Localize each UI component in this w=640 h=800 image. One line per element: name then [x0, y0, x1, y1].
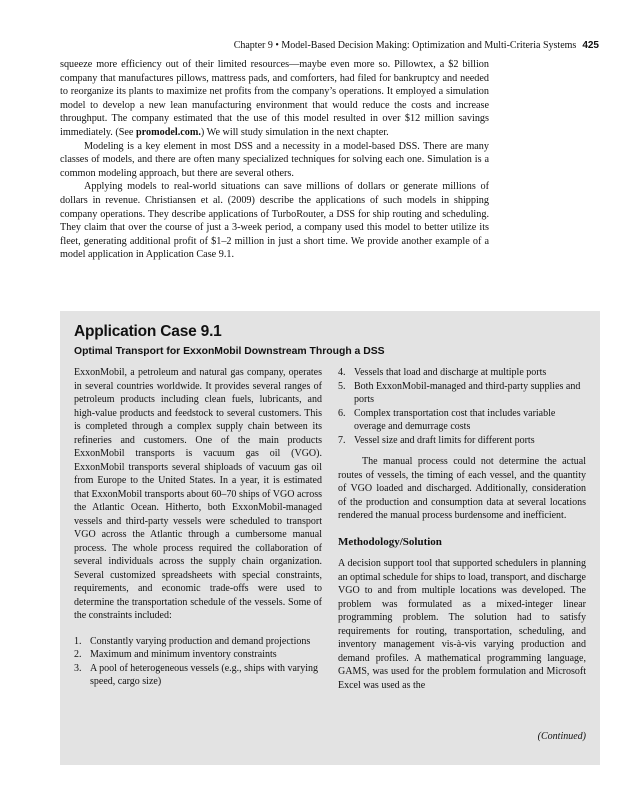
intro-paragraph-1 [60, 58, 489, 140]
list-item [338, 407, 586, 434]
case-intro-paragraph: ExxonMobil, a petroleum and natural gas company, operates in several countries worldwide. It provides several ranges of petroleum products including clean fuels, lubricants, and high-value products and feedstock to several customers. This is completed through a complex supply chain between its refineries and customers. One of the main products ExxonMobil transports is vacuum gas oil (VGO). ExxonMobil transports several shiploads of vacuum gas oil from Europe to the United States. In a year, it is estimated that ExxonMobil transports about 60–70 ships of VGO across the Atlantic Ocean. Hitherto, both ExxonMobil-managed vessels and third-party vessels were scheduled to transport VGO across the Atlantic through a cumbersome manual process. The whole process required the collaboration of several individuals across the supply chain organization. Several customized spreadsheets with special constraints, requirements, and economic trade-offs were used to determine the transportation schedule of the vessels. Some of the constraints included: [74, 367, 322, 621]
methodology-paragraph: A decision support tool that supported schedulers in planning an optimal schedule for ships to load, transport, and discharge VGO to and from multiple locations was developed. The problem was formulated as a mixed-integer linear programming problem. The solution had to satisfy requirements for routing, transportation, scheduling, and inventory management vis-à-vis varying production and demand profiles. A mathematical programming language, GAMS, was used for the problem formulation and Microsoft Excel was used as the [338, 558, 586, 691]
list-text: Vessels that load and discharge at multiple ports [354, 367, 547, 378]
case-title: Application Case 9.1 [74, 323, 222, 340]
manual-process-paragraph: The manual process could not determine the actual routes of vessels, the timing of each vessel, and the quantity of VGO loaded and discharged. Additionally, consideration of the production and consumption data at several locations rendered the manual process burdensome and inefficient. [338, 456, 586, 521]
list-text: Both ExxonMobil-managed and third-party supplies and ports [354, 380, 581, 405]
list-item [338, 434, 586, 448]
list-item [74, 648, 322, 662]
constraints-list-left [74, 635, 322, 689]
list-text: A pool of heterogeneous vessels (e.g., ships with varying speed, cargo size) [90, 662, 319, 687]
section-heading: Methodology/Solution [338, 535, 442, 548]
case-left-column [74, 366, 322, 689]
list-number: 7. [338, 434, 346, 446]
list-number: 1. [74, 635, 82, 647]
list-item [74, 662, 322, 689]
case-subtitle: Optimal Transport for ExxonMobil Downstream Through a DSS [74, 346, 385, 357]
list-number: 4. [338, 367, 346, 378]
intro-paragraph-2: Modeling is a key element in most DSS and a necessity in a model-based DSS. There are many classes of models, and there are often many specialized techniques for solving each one. Simulation is a common modeling approach, but there are several others. [60, 140, 489, 179]
list-number: 2. [74, 649, 82, 660]
list-text: Vessel size and draft limits for different ports [354, 434, 535, 446]
page-number: 425 [582, 40, 599, 51]
running-header [60, 40, 599, 51]
list-text: Complex transportation cost that includes variable overage and demurrage costs [354, 407, 556, 432]
list-text: Maximum and minimum inventory constraints [90, 649, 277, 660]
intro-paragraph-3: Applying models to real-world situations can save millions of dollars or generate millions of dollars in revenue. Christiansen et al. (2009) describe the applications of such models in shipping company operations. They describe applications of TurboRouter, a DSS for ship routing and scheduling. They claim that over the course of just a 3-week period, a company used this model to better utilize its fleet, generating additional profit of $1–2 million in just a short time. We provide another example of a model application in Application Case 9.1. [60, 181, 489, 261]
list-number: 5. [338, 380, 346, 392]
intro-text [60, 58, 489, 262]
continued-label: (Continued) [537, 731, 586, 742]
application-case-box [60, 311, 600, 765]
running-title: Chapter 9 • Model-Based Decision Making: Optimization and Multi-Criteria Systems [233, 40, 577, 51]
list-item [338, 366, 586, 380]
list-number: 3. [74, 662, 82, 674]
intro-p1-tail: ) We will study simulation in the next chapter. [200, 126, 389, 138]
list-text: Constantly varying production and demand projections [90, 635, 311, 647]
intro-p1-text: squeeze more efficiency out of their limited resources—maybe even more so. Pillowtex, a $2 billion company that manufactures pillows, mattress pads, and comforters, had filed for bankruptcy and needed to reorganize its plants to maximize net profits from the company’s operations. It employed a simulation model to develop a new lean manufacturing environment that would reduce the costs and increase throughput. The company estimated that the use of this model resulted in over $12 million savings immediately. (See [60, 59, 489, 138]
case-right-column [338, 366, 586, 692]
constraints-list-right [338, 366, 586, 447]
promodel-link: promodel.com. [136, 126, 201, 138]
list-item [74, 635, 322, 649]
list-number: 6. [338, 407, 346, 419]
list-item [338, 380, 586, 407]
